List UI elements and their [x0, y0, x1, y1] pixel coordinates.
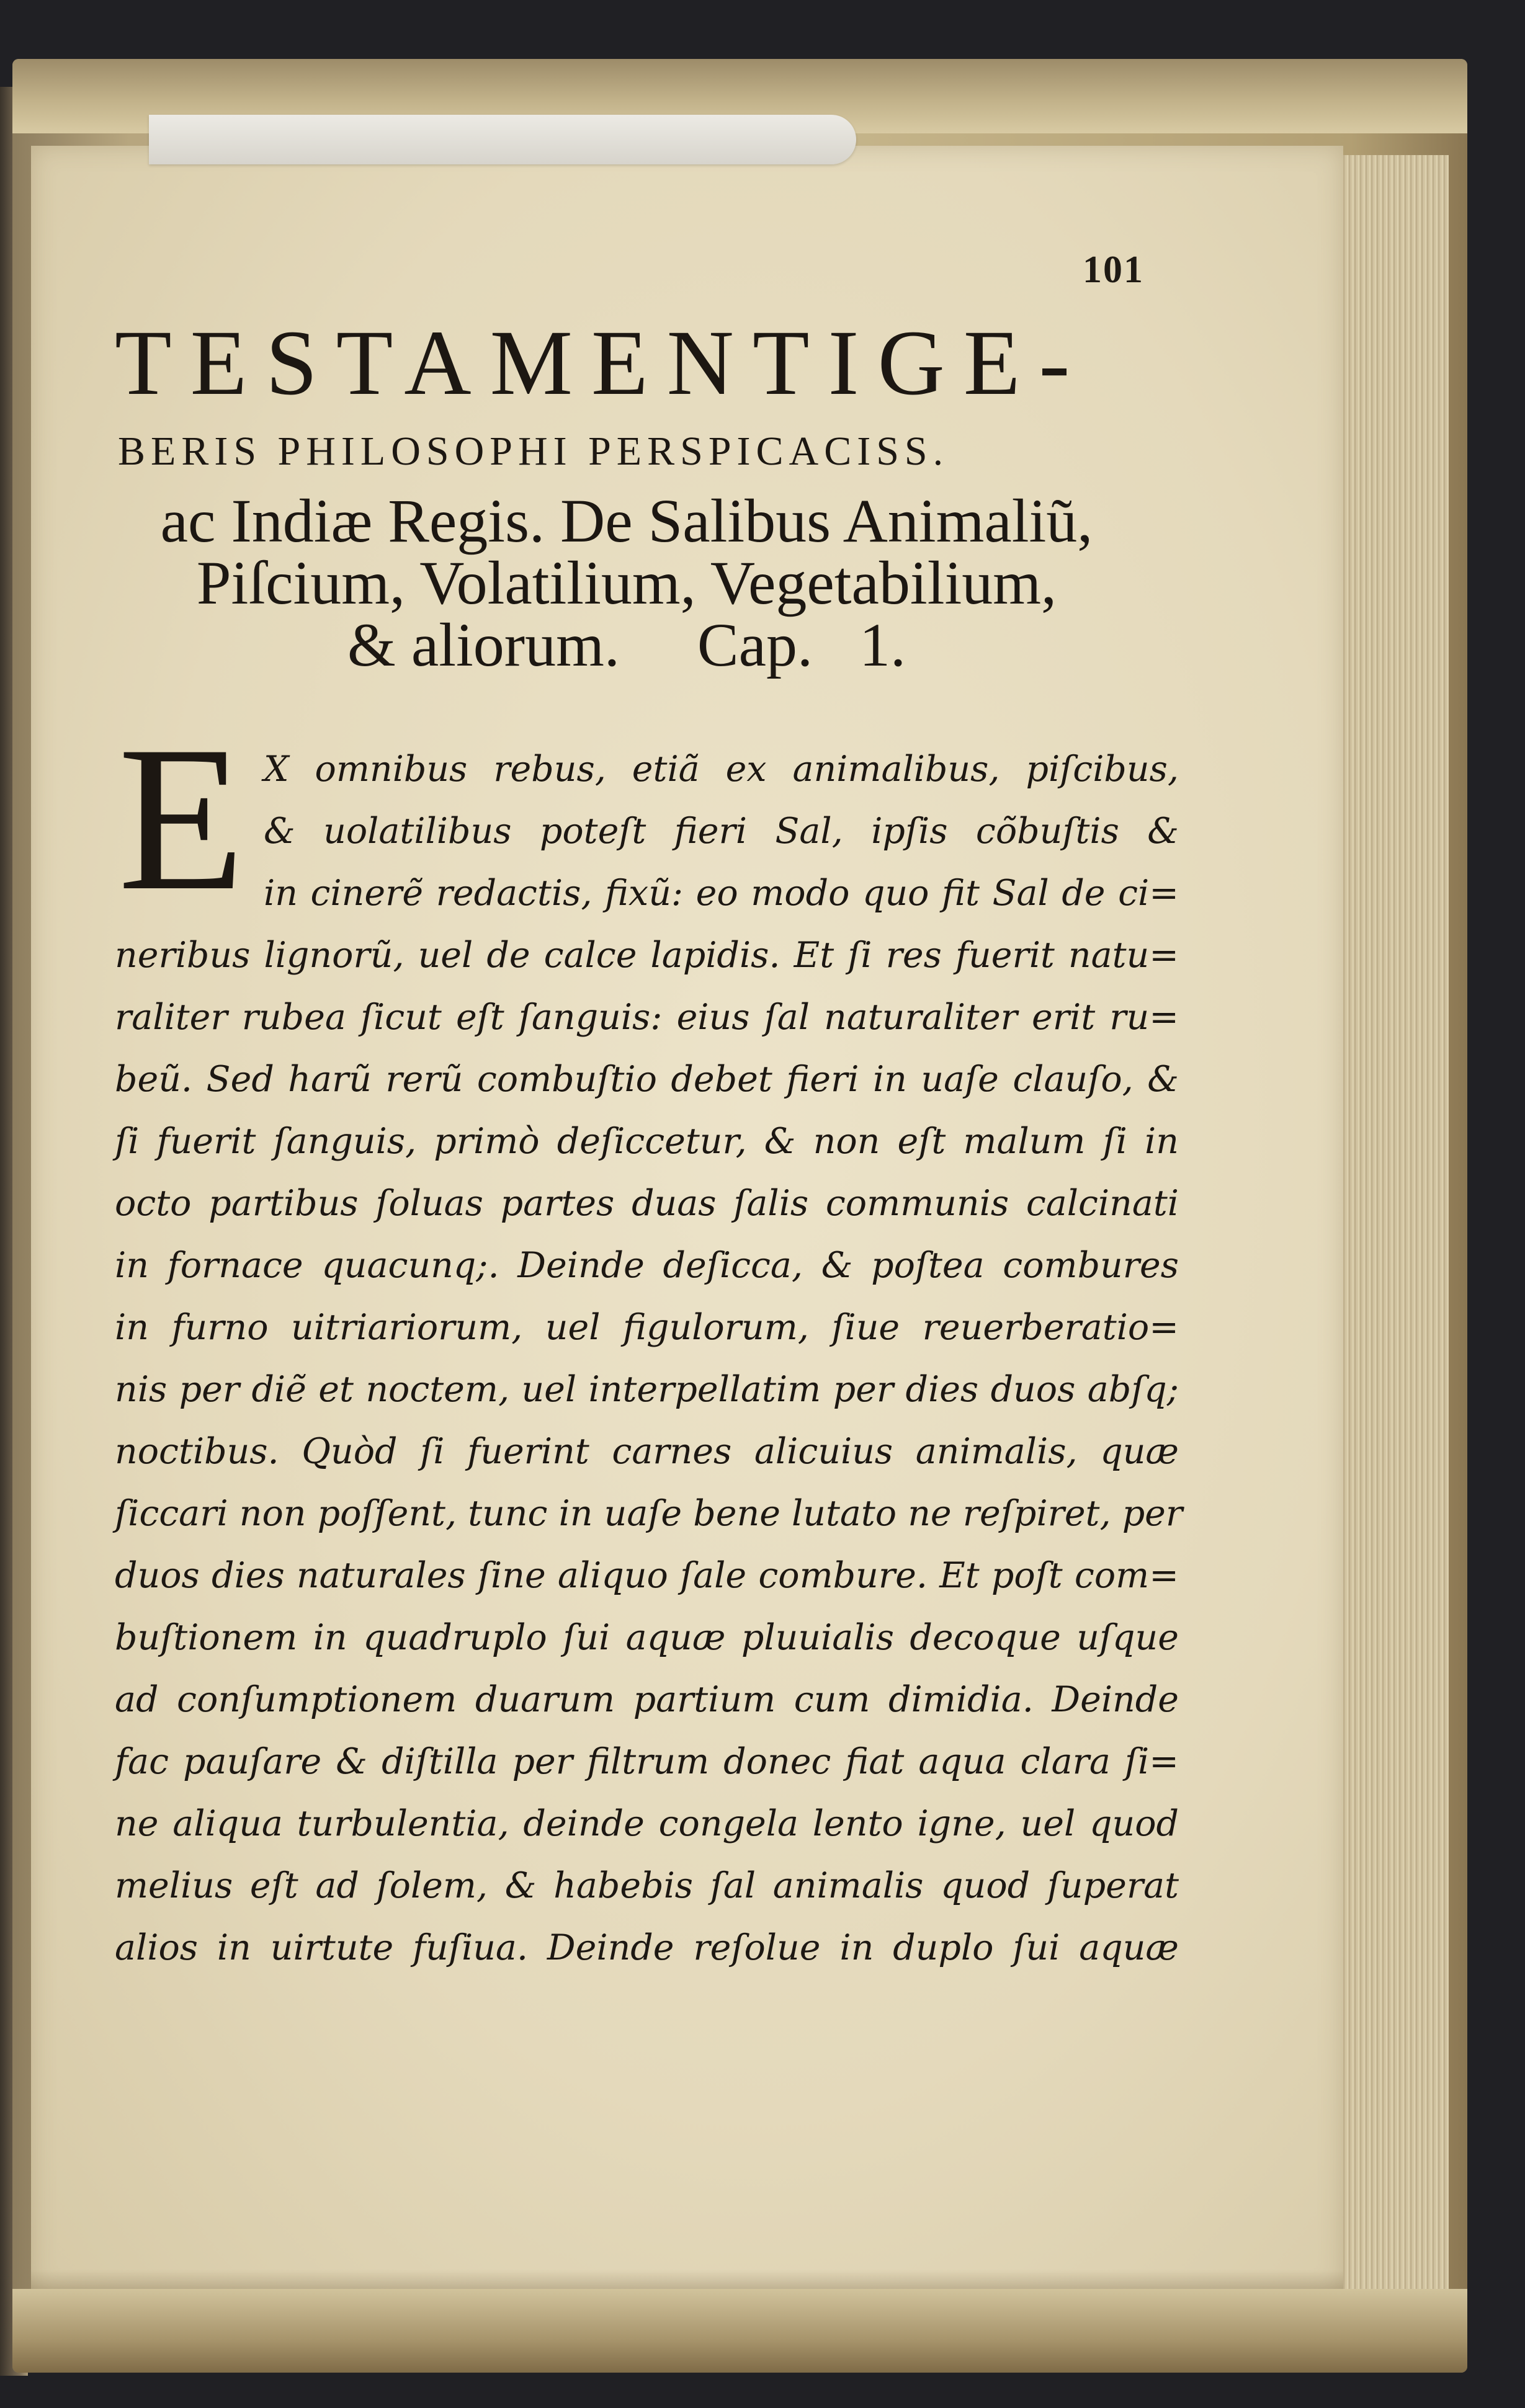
- page-number: 101: [1083, 249, 1144, 291]
- body-line: in furno uitriariorum, uel figulorum, ſiue reuerberatio=: [115, 1307, 1179, 1348]
- body-line: in fornace quacunq;. Deinde deſicca, & poſtea combures: [115, 1245, 1179, 1286]
- body-line: & uolatilibus poteſt fieri Sal, ipſis cõbuſtis &: [264, 811, 1179, 852]
- body-line: melius eſt ad ſolem, & habebis ſal animalis quod ſuperat: [115, 1865, 1179, 1906]
- body-line: nis per diẽ et noctem, uel interpellatim per dies duos abſq;: [115, 1369, 1179, 1410]
- body-line: ſi fuerit ſanguis, primò deſiccetur, & non eſt malum ſi in: [115, 1121, 1179, 1162]
- body-line: in cinerẽ redactis, fixũ: eo modo quo fit Sal de ci=: [264, 873, 1179, 914]
- body-line: neribus lignorũ, uel de calce lapidis. Et ſi res fuerit natu=: [115, 935, 1179, 976]
- body-line: ſiccari non poſſent, tunc in uaſe bene lutato ne reſpiret, per: [115, 1493, 1183, 1534]
- sleeve-bottom-band: [12, 2289, 1467, 2373]
- drop-cap: E: [118, 703, 245, 934]
- body-line: beũ. Sed harũ rerũ combuſtio debet fieri in uaſe clauſo, &: [115, 1059, 1179, 1100]
- chapter-heading-line-4: Piſcium, Volatilium, Vegetabilium,: [196, 548, 1057, 617]
- body-line: X omnibus rebus, etiã ex animalibus, piſcibus,: [264, 749, 1179, 790]
- chapter-subtitle: BERIS PHILOSOPHI PERSPICACISS.: [118, 429, 949, 474]
- body-line: buſtionem in quadruplo ſui aquæ pluuialis decoque uſque: [115, 1617, 1179, 1658]
- body-line: ne aliqua turbulentia, deinde congela lento igne, uel quod: [115, 1803, 1179, 1844]
- body-line: noctibus. Quòd ſi fuerint carnes alicuius animalis, quæ: [115, 1431, 1179, 1472]
- page-stack-edge: [1340, 155, 1449, 2295]
- body-line: alios in uirtute fuſiua. Deinde reſolue in duplo ſui aquæ: [115, 1927, 1179, 1968]
- body-line: octo partibus ſoluas partes duas ſalis communis calcinati: [115, 1183, 1179, 1224]
- body-line: fac pauſare & diſtilla per filtrum donec fiat aqua clara ſi=: [115, 1741, 1179, 1782]
- body-text: [115, 738, 1183, 1979]
- chapter-heading-line-3: ac Indiæ Regis. De Salibus Animaliũ,: [160, 486, 1093, 555]
- label-tab: [149, 115, 856, 164]
- body-line: raliter rubea ſicut eſt ſanguis: eius ſal naturaliter erit ru=: [115, 997, 1179, 1038]
- body-line: ad conſumptionem duarum partium cum dimidia. Deinde: [115, 1679, 1179, 1720]
- chapter-heading-line-5: & aliorum. Cap. 1.: [347, 610, 906, 679]
- chapter-title: TESTAMENTIGE-: [115, 311, 1089, 414]
- body-line: duos dies naturales ſine aliquo ſale combure. Et poſt com=: [115, 1555, 1179, 1596]
